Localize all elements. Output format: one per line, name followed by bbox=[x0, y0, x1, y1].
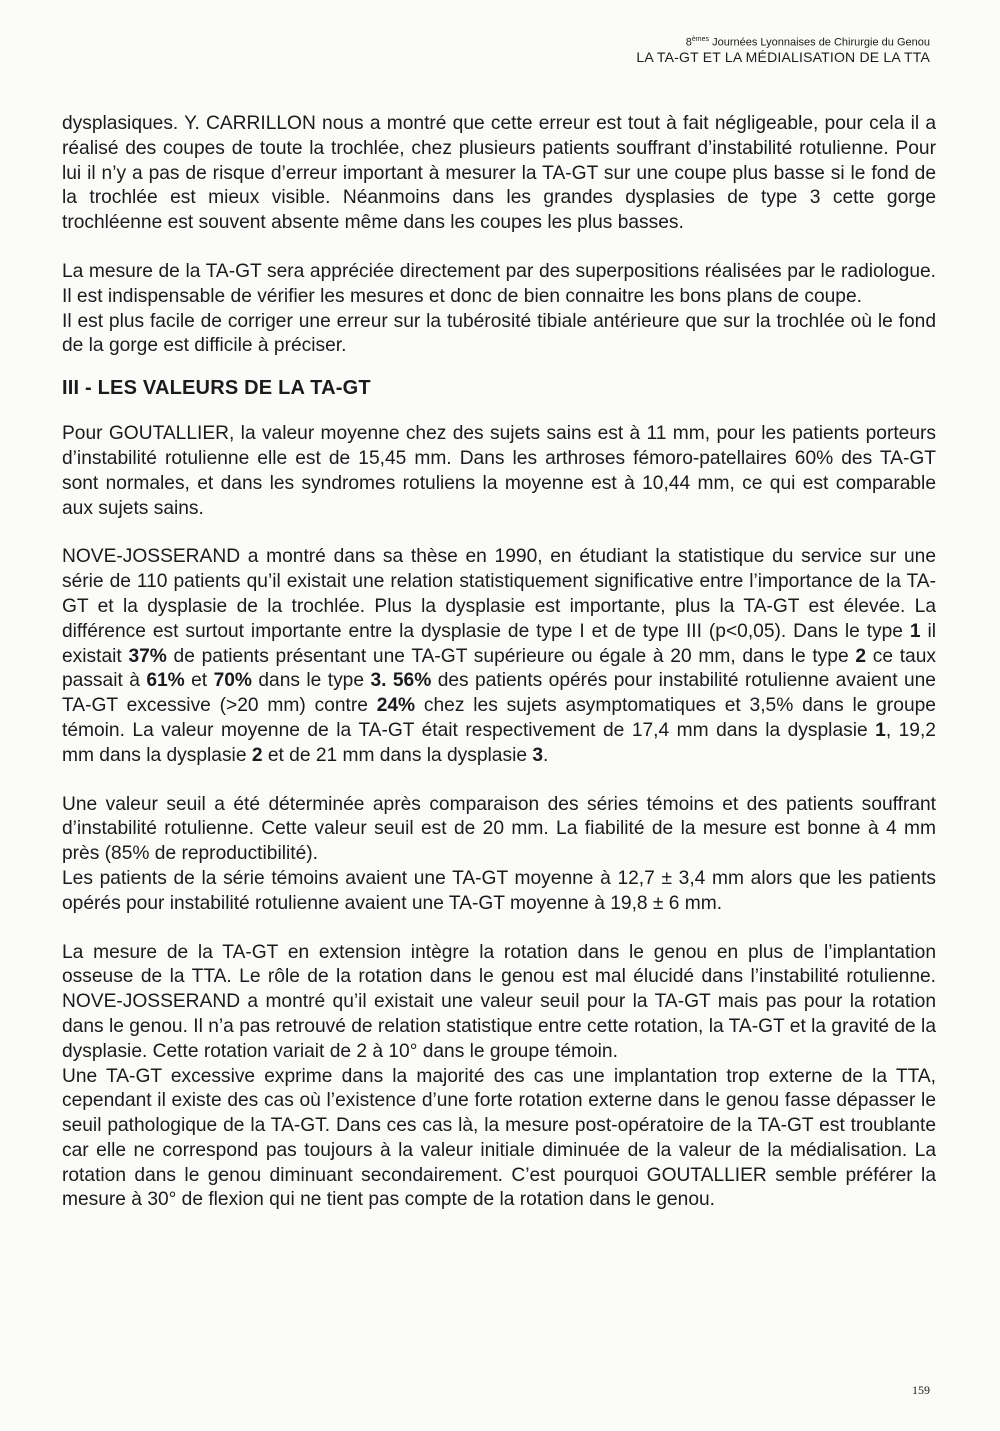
header-ordinal-suffix: èmes bbox=[691, 36, 710, 43]
paragraph-tagt-excessive: Une TA-GT excessive exprime dans la majorité des cas une implantation trop externe de la TTA, cependant il existe des cas où l’existence d’une forte rotation externe dans le genou fasse dépasser le seuil pathologique de la TA-GT. Dans ces cas là, la mesure post-opératoire de la TA-GT est troublante car elle ne correspond pas toujours à la valeur initiale diminuée de la valeur de la médialisation. La rotation dans le genou diminuant secondairement. C’est pourquoi GOUTALLIER semble préférer la mesure à 30° de flexion qui ne tient pas compte de la rotation dans le genou. bbox=[62, 1065, 936, 1211]
text-run: des patients opérés pour instabilité rotulienne avaient une TA-GT excessive (>20 mm) contre bbox=[62, 670, 936, 717]
header-conference-name: Journées Lyonnaises de Chirurgie du Genou bbox=[709, 36, 930, 49]
page-number: 159 bbox=[912, 1383, 930, 1397]
paragraph-serie-temoins: Les patients de la série témoins avaient une TA-GT moyenne à 12,7 ± 3,4 mm alors que les patients opérés pour instabilité rotulienne avaient une TA-GT moyenne à 19,8 ± 6 mm. bbox=[62, 867, 936, 914]
page-body bbox=[62, 112, 936, 1213]
bold-value: 61% bbox=[146, 670, 185, 692]
text-run: de patients présentant une TA-GT supérieure ou égale à 20 mm, dans le type bbox=[166, 645, 856, 667]
paragraph-valeur-seuil: Une valeur seuil a été déterminée après comparaison des séries témoins et des patients souffrant d’instabilité rotulienne. Cette valeur seuil est de 20 mm. La fiabilité de la mesure est bonne à 4 mm près (85% de reproductibilité). bbox=[62, 793, 936, 865]
section-heading: III - LES VALEURS DE LA TA-GT bbox=[62, 377, 371, 400]
text-run: il existait bbox=[62, 620, 937, 667]
bold-value: 3 bbox=[532, 744, 544, 766]
bold-value: 1 bbox=[875, 719, 886, 741]
paragraph-rotation: La mesure de la TA-GT en extension intègre la rotation dans le genou en plus de l’implantation osseuse de la TTA. Le rôle de la rotation dans le genou est mal élucidé dans l’instabilité rotulienne. NOVE-JOSSERAND a montré qu’il existait une valeur seuil pour la TA-GT mais pas pour la rotation dans le genou. Il n’a pas retrouvé de relation statistique entre cette rotation, la TA-GT et la gravité de la dysplasie. Cette rotation variait de 2 à 10° dans le groupe témoin. bbox=[62, 941, 936, 1062]
bold-value: 37% bbox=[128, 645, 167, 667]
text-run: chez les sujets asymptomatiques et 3,5% dans le groupe témoin. La valeur moyenne de la TA-GT était respectivement de 17,4 mm dans la dysplasie bbox=[62, 695, 936, 741]
text-run: et bbox=[184, 670, 214, 692]
paragraph-mesure: La mesure de la TA-GT sera appréciée directement par des superpositions réalisées par le radiologue. Il est indispensable de vérifier les mesures et donc de bien connaitre les bons plans de coupe. bbox=[62, 260, 936, 307]
paragraph-correction: Il est plus facile de corriger une erreur sur la tubérosité tibiale antérieure que sur la trochlée où le fond de la gorge est difficile à préciser. bbox=[62, 310, 936, 357]
text-run: , 19,2 mm dans la dysplasie bbox=[62, 719, 936, 766]
header-conference bbox=[636, 36, 930, 49]
text-run: dans le type bbox=[251, 670, 371, 692]
bold-value: 2 bbox=[251, 744, 263, 766]
paragraph-nove-josserand bbox=[62, 545, 936, 768]
text-run: . bbox=[543, 744, 549, 766]
running-header bbox=[636, 36, 930, 65]
paragraph-goutallier: Pour GOUTALLIER, la valeur moyenne chez des sujets sains est à 11 mm, pour les patients porteurs d’instabilité rotulienne elle est de 15,45 mm. Dans les arthroses fémoro-patellaires 60% des TA-GT sont normales, et dans les syndromes rotuliens la moyenne est à 10,44 mm, ce qui est comparable aux sujets sains. bbox=[62, 423, 936, 519]
paragraph-carrillon: dysplasiques. Y. CARRILLON nous a montré que cette erreur est tout à fait négligeable, pour cela il a réalisé des coupes de toute la trochlée, chez plusieurs patients souffrant d’instabilité rotulienne. Pour lui il n’y a pas de risque d’erreur important à mesurer la TA-GT sur une coupe plus basse si le fond de la trochlée est mieux visible. Néanmoins dans les grandes dysplasies de type 3 cette gorge trochléenne est souvent absente même dans les coupes les plus basses. bbox=[62, 113, 936, 234]
bold-value: 1 bbox=[909, 620, 921, 642]
text-run: NOVE-JOSSERAND a montré dans sa thèse en 1990, en étudiant la statistique du service sur une série de 110 patients qu’il existait une relation statistiquement significative entre l’importance de la TA-GT et la dysplasie de la trochlée. Plus la dysplasie est importante, plus la TA-GT est élevée. La différence est surtout importante entre la dysplasie de type I et de type III (p<0,05). Dans le type bbox=[62, 546, 936, 642]
bold-value: 2 bbox=[855, 645, 867, 667]
header-ordinal: 8 bbox=[685, 36, 692, 49]
text-run: ce taux passait à bbox=[62, 645, 936, 692]
header-chapter-title: LA TA-GT ET LA MÉDIALISATION DE LA TTA bbox=[636, 49, 930, 66]
bold-value: 70% bbox=[213, 670, 252, 692]
bold-value: 24% bbox=[376, 695, 416, 717]
bold-value: 3. 56% bbox=[370, 670, 432, 692]
text-run: et de 21 mm dans la dysplasie bbox=[262, 744, 533, 766]
